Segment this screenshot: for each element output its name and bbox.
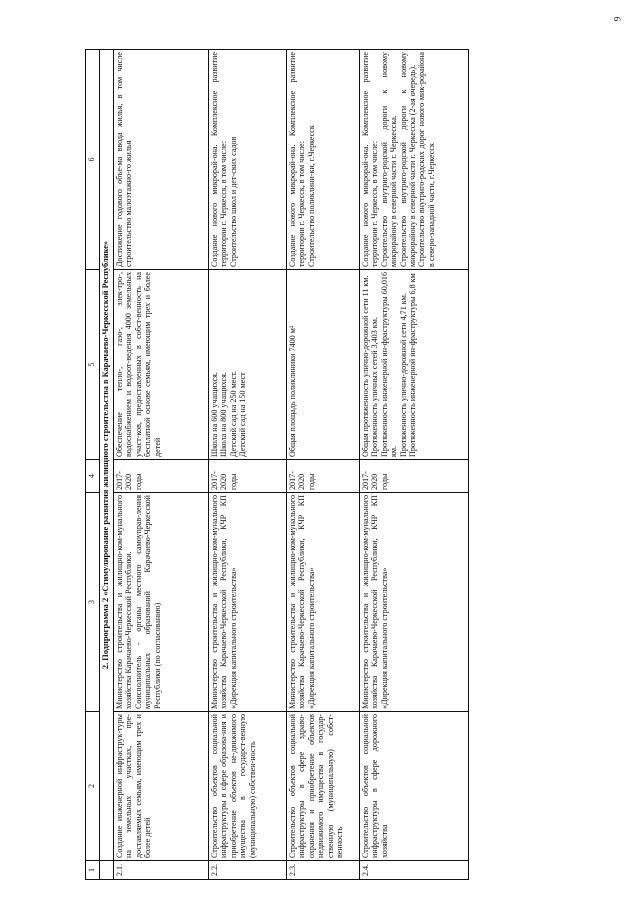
table-row — [287, 50, 360, 880]
header-cell-2: 2 — [86, 712, 100, 861]
result-text: Создание нового микрорай-она. Комплексное развитие территории г. Черкесск, в том числе: — [210, 52, 229, 267]
executors-cell — [114, 493, 209, 712]
measure-name: Строительство объектов социальной инфраструктуры в сфере здраво-охранения и приобретение объектов недвижимого имущества в государ-ственную (муниципальную) собст-венность — [287, 712, 360, 861]
period-cell: 2017-2020 годы — [360, 460, 469, 493]
result-text: Строительство школ и дет-ских садов — [228, 136, 238, 267]
subprogram-title: 2. Подпрограмма 2 «Стимулирование развития жилищного строительства в Карачаево-Черкесской Республике» — [100, 50, 114, 861]
results-cell — [209, 50, 287, 270]
result-text: Создание нового микрорай-она. Комплексное развитие территории г. Черкесск, в том числе: — [288, 52, 307, 267]
indicator-text: Протяженность инженерной ин-фраструктуры 60,016 км. — [379, 272, 399, 457]
indicators-cell — [114, 270, 209, 460]
indicators-cell — [360, 270, 469, 460]
indicator-text: Детский сад на 250 мест. — [228, 370, 238, 457]
indicator-text: Общая протяженность улично-дорожной сети 11 км. — [361, 275, 370, 457]
measure-name: Строительство объектов социальной инфраструктуры в сфере образова-ния и приобретение объектов не-движимого имущества в государст-венную (муниципальную) собствен-ность — [209, 712, 287, 861]
result-text: Строительство поликлини-ки, г.Черкесск — [306, 125, 316, 267]
table-row — [209, 50, 287, 880]
indicator-text: Протяженность улично-дорожной сети 4,71 км. — [398, 293, 408, 457]
table-row — [360, 50, 469, 880]
table-header-row — [86, 50, 100, 880]
row-number: 2.3. — [287, 861, 360, 880]
indicator-text: Протяженность уличных сетей 3,403 км. — [370, 317, 380, 457]
measure-name: Создание инженерной инфраструк-туры на земельных участках, пре-доставляемых семьям, имеющим трех и более детей — [114, 712, 209, 861]
row-number: 2.2. — [209, 861, 287, 880]
executors-cell — [209, 493, 287, 712]
executor-text: Министерство строительства и жилищно-ком-мунального хозяйства Карачаево-Черкесской Республики, КЧР КП «Дирекция капитального строительства» — [288, 495, 316, 709]
indicator-text: Детский сад на 150 мест — [238, 372, 248, 457]
result-text: Достижение годового объе-ма ввода жилья, в том числе строительство малоэтажно-го жилья — [115, 52, 134, 267]
executors-cell — [287, 493, 360, 712]
indicators-cell — [287, 270, 360, 460]
results-cell — [360, 50, 469, 270]
row-number: 2.1. — [114, 861, 209, 880]
period-cell: 2017-2020 годы — [209, 460, 287, 493]
executor-text: Соисполнитель - органы местного самоуправ-ления муниципальных образований Карачаево-Черкесской Республики (по согласованию) — [133, 495, 162, 709]
rotated-table-container — [85, 50, 630, 880]
executor-text: Министерство строительства и жилищно-ком-мунального хозяйства Карачаево-Черкесской Республики. — [115, 495, 134, 709]
header-cell-6: 6 — [86, 50, 100, 270]
indicator-text: Школа на 600 учащихся. — [210, 372, 219, 457]
indicators-cell — [209, 270, 287, 460]
page-number: 9 — [612, 16, 623, 22]
result-text: Строительство внутриго-родской дороги к новому микрорайону в северной части г. Черкесска (2-ая очередь). — [398, 52, 418, 267]
subprogram-title-row — [100, 50, 114, 880]
table-row — [114, 50, 209, 880]
indicator-text: Школа на 800 учащихся. — [219, 372, 229, 457]
indicator-text: Обеспечение тепло-, газо-, элек-тро-, водоснабжением и водоот-ведения 4000 земельных участ-ков, предоставленных в собст-венность на бесплатной основе семьям, имеющим трех и более детей — [115, 272, 162, 457]
indicator-text: Общая площадь поликлиники 7400 м² — [288, 325, 297, 457]
results-cell — [287, 50, 360, 270]
program-table — [85, 49, 469, 880]
indicator-text: Протяженность инженерной ин-фраструктуры 6,8 км — [408, 273, 418, 457]
result-text: Строительство внутриго-родских дорог нового мик-рорайона в северо-западной части, г.Черкесск — [417, 52, 436, 267]
row-number: 2.4. — [360, 861, 469, 880]
result-text: Строительство внутриго-родской дороги к новому микрорайону в северной части г. Черкесска. — [379, 52, 399, 267]
empty-cell — [100, 861, 114, 880]
header-cell-3: 3 — [86, 493, 100, 712]
result-text: Создание нового микрорай-она. Комплексное развитие территории г. Черкесск, в том числе: — [361, 52, 380, 267]
executor-text: Министерство строительства и жилищно-ком-мунального хозяйства Карачаево-Черкесской Республики, КЧР КП «Дирекция капитального строительства» — [361, 495, 389, 709]
period-cell: 2017-2020 годы — [287, 460, 360, 493]
header-cell-4: 4 — [86, 460, 100, 493]
executor-text: Министерство строительства и жилищно-ком-мунального хозяйства Карачаево-Черкесской Республики, КЧР КП «Дирекция капитального строительства» — [210, 495, 238, 709]
period-cell: 2017-2020 годы — [114, 460, 209, 493]
measure-name: Строительство объектов социальной инфраструктуры в сфере дорожного хозяйства — [360, 712, 469, 861]
executors-cell — [360, 493, 469, 712]
header-cell-1: 1 — [86, 861, 100, 880]
results-cell — [114, 50, 209, 270]
header-cell-5: 5 — [86, 270, 100, 460]
